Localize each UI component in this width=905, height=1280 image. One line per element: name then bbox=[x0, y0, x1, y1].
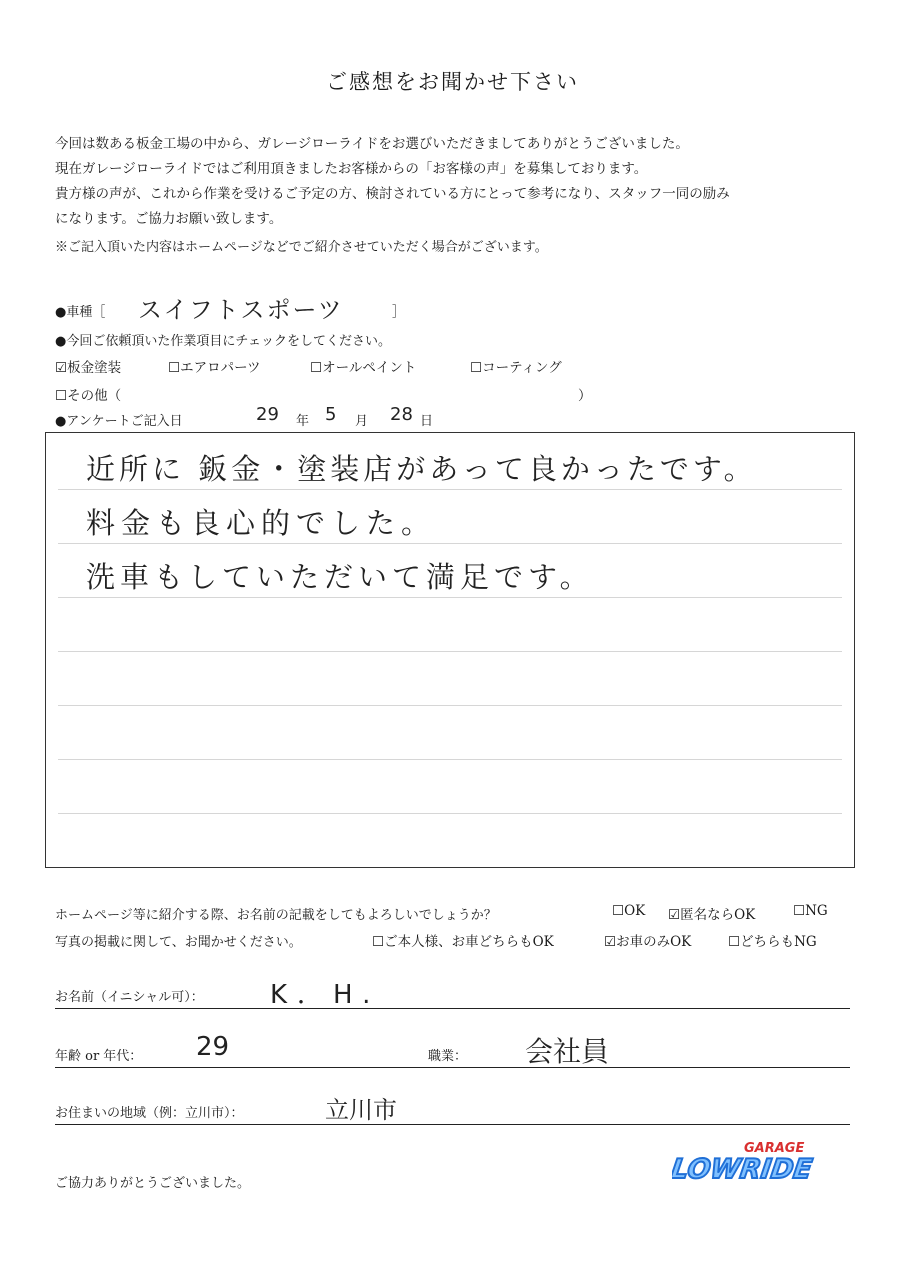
intro-line-2: 現在ガレージローライドではご利用頂きましたお客様からの「お客様の声」を募集しております。 bbox=[55, 161, 648, 177]
name-label: お名前（イニシャル可）： bbox=[55, 990, 204, 1005]
garage-lowride-logo bbox=[672, 1136, 817, 1188]
area-label: お住まいの地域（例：立川市）： bbox=[55, 1106, 244, 1121]
intro-line-3: 貴方様の声が、これから作業を受けるご予定の方、検討されている方にとって参考になり、スタッフ一同の励み bbox=[55, 186, 730, 202]
name-consent-anonymous-ok[interactable]: ☑匿名ならOK bbox=[668, 907, 756, 923]
date-year[interactable]: 29 bbox=[256, 404, 279, 425]
logo-lowride-text: LOWRIDE bbox=[672, 1154, 815, 1185]
name-underline bbox=[55, 1008, 850, 1009]
photo-consent-car-only-ok[interactable]: ☑お車のみOK bbox=[604, 934, 692, 950]
age-job-underline bbox=[55, 1067, 850, 1068]
comment-box[interactable] bbox=[45, 432, 855, 868]
work-option-sheet-metal-paint[interactable]: ☑板金塗装 bbox=[55, 360, 122, 376]
work-option-aero-parts[interactable]: ☐エアロパーツ bbox=[168, 360, 261, 376]
intro-line-4: になります。ご協力お願い致します。 bbox=[55, 211, 283, 227]
age-label: 年齢 or 年代： bbox=[55, 1049, 143, 1064]
date-year-unit: 年 bbox=[296, 414, 310, 429]
intro-note: ※ご記入頂いた内容はホームページなどでご紹介させていただく場合がございます。 bbox=[55, 240, 548, 255]
work-option-other[interactable]: ☐その他（ bbox=[55, 388, 122, 404]
photo-consent-both-ok[interactable]: ☐ご本人様、お車どちらもOK bbox=[372, 934, 554, 950]
work-option-other-close: ） bbox=[578, 388, 592, 404]
ruled-line bbox=[58, 597, 842, 598]
name-consent-question: ホームページ等に紹介する際、お名前の記載をしてもよろしいでしょうか？ bbox=[55, 908, 497, 923]
date-day[interactable]: 28 bbox=[390, 404, 413, 425]
comment-line-2: 料金も良心的でした。 bbox=[86, 506, 437, 540]
date-month-unit: 月 bbox=[355, 414, 369, 429]
work-option-coating[interactable]: ☐コーティング bbox=[470, 360, 562, 376]
logo-graphic bbox=[672, 1136, 817, 1188]
page-title: ご感想をお聞かせ下さい bbox=[326, 70, 579, 94]
job-label: 職業： bbox=[428, 1049, 468, 1064]
ruled-line bbox=[58, 759, 842, 760]
date-label: ●アンケートご記入日 bbox=[55, 414, 183, 429]
comment-line-1: 近所に 鈑金・塗装店があって良かったです。 bbox=[86, 452, 757, 486]
date-day-unit: 日 bbox=[420, 414, 434, 429]
photo-consent-ng[interactable]: ☐どちらもNG bbox=[728, 934, 817, 950]
work-prompt: ●今回ご依頼頂いた作業項目にチェックをしてください。 bbox=[55, 334, 391, 349]
comment-line-3: 洗車もしていただいて満足です。 bbox=[86, 560, 594, 594]
age-value[interactable]: 29 bbox=[196, 1032, 230, 1062]
ruled-line bbox=[58, 813, 842, 814]
area-value[interactable]: 立川市 bbox=[325, 1096, 397, 1124]
work-option-all-paint[interactable]: ☐オールペイント bbox=[310, 360, 417, 376]
vehicle-label: ●車種［ bbox=[55, 305, 106, 320]
date-month[interactable]: 5 bbox=[325, 404, 337, 425]
closing-text: ご協力ありがとうございました。 bbox=[55, 1176, 251, 1191]
area-underline bbox=[55, 1124, 850, 1125]
name-value[interactable]: K．H. bbox=[270, 980, 381, 1010]
ruled-line bbox=[58, 489, 842, 490]
ruled-line bbox=[58, 543, 842, 544]
photo-consent-question: 写真の掲載に関して、お聞かせください。 bbox=[55, 935, 302, 950]
ruled-line bbox=[58, 651, 842, 652]
intro-line-1: 今回は数ある板金工場の中から、ガレージローライドをお選びいただきましてありがとうございました。 bbox=[55, 136, 689, 152]
ruled-line bbox=[58, 705, 842, 706]
vehicle-close: ］ bbox=[392, 305, 406, 320]
vehicle-value[interactable]: スイフトスポーツ bbox=[138, 296, 344, 324]
name-consent-ok[interactable]: ☐OK bbox=[612, 903, 646, 919]
name-consent-ng[interactable]: ☐NG bbox=[793, 903, 828, 919]
job-value[interactable]: 会社員 bbox=[525, 1035, 610, 1068]
logo-garage-text: GARAGE bbox=[744, 1141, 805, 1156]
